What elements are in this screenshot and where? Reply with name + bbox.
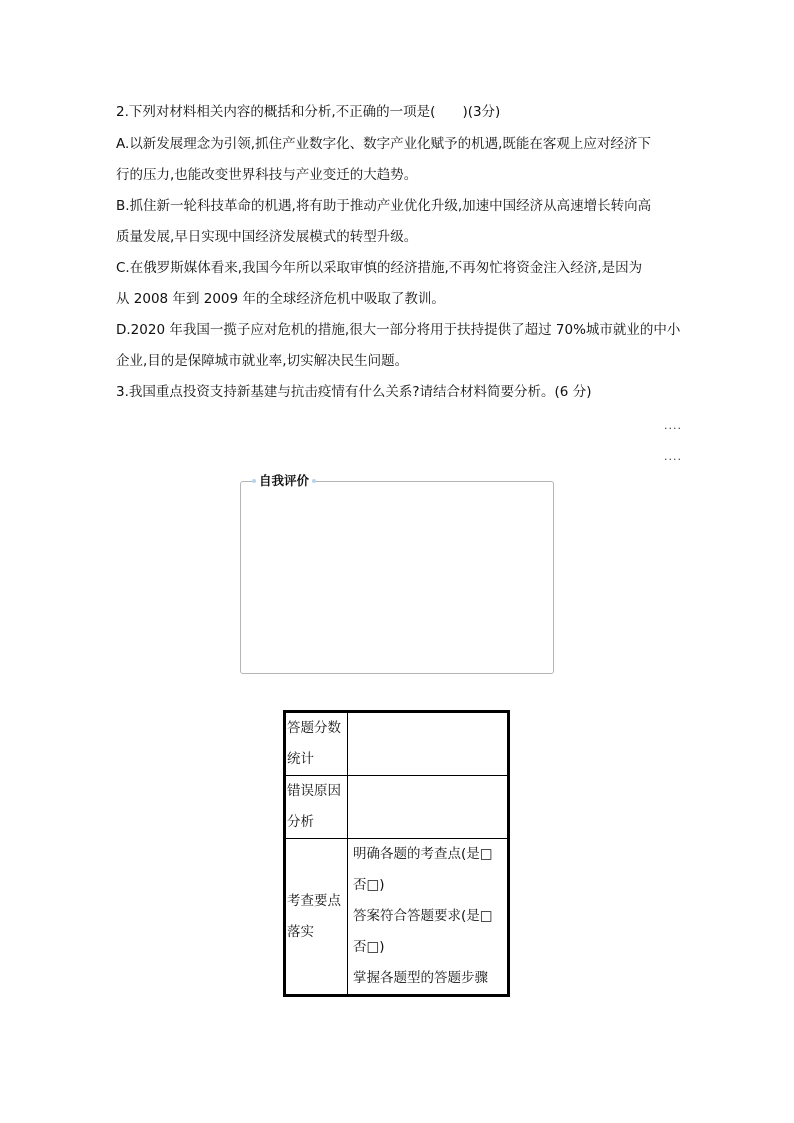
checkpoint-item-2[interactable]: 否□) — [353, 877, 385, 893]
checkpoint-item-4[interactable]: 否□) — [353, 939, 385, 955]
self-eval-legend-label: 自我评价 — [259, 473, 310, 488]
answer-dots-1: ···· — [664, 422, 682, 435]
score-value-cell[interactable] — [348, 712, 509, 776]
q2-option-d-line2: 企业,目的是保障城市就业率,切实解决民生问题。 — [116, 353, 409, 369]
score-table — [283, 710, 510, 997]
q2-option-c-line2: 从 2008 年到 2009 年的全球经济危机中吸取了教训。 — [116, 291, 445, 307]
error-label-line2: 分析 — [287, 814, 314, 830]
checkpoint-label-line2: 落实 — [287, 923, 314, 940]
table-row — [285, 712, 509, 776]
checkpoint-items-cell — [348, 839, 509, 996]
error-label-cell — [285, 776, 348, 839]
q2-option-b-line2: 质量发展,早日实现中国经济发展模式的转型升级。 — [116, 229, 418, 245]
q2-option-d-line1: D.2020 年我国一揽子应对危机的措施,很大一部分将用于扶持提供了超过 70%城市就业的中小 — [116, 322, 681, 338]
checkpoint-label-line1: 考查要点 — [287, 892, 341, 909]
checkpoint-item-3[interactable]: 答案符合答题要求(是□ — [353, 908, 493, 924]
table-row — [285, 839, 509, 996]
legend-dot-left-icon — [252, 479, 256, 483]
q2-option-c-line1: C.在俄罗斯媒体看来,我国今年所以采取审慎的经济措施,不再匆忙将资金注入经济,是因为 — [116, 260, 643, 276]
error-label-line1: 错误原因 — [287, 783, 341, 799]
table-row — [285, 776, 509, 839]
checkpoint-item-5: 掌握各题型的答题步骤 — [353, 970, 488, 986]
q3-stem: 3.我国重点投资支持新基建与抗击疫情有什么关系?请结合材料简要分析。(6 分) — [116, 384, 592, 400]
score-label-line2: 统计 — [287, 751, 314, 767]
self-eval-box[interactable] — [240, 481, 554, 674]
q2-option-a-line2: 行的压力,也能改变世界科技与产业变迁的大趋势。 — [116, 167, 418, 183]
checkpoint-item-1[interactable]: 明确各题的考查点(是□ — [353, 846, 493, 862]
q2-option-a-line1: A.以新发展理念为引领,抓住产业数字化、数字产业化赋予的机遇,既能在客观上应对经济下 — [116, 136, 651, 152]
self-eval-legend — [256, 473, 312, 489]
legend-dot-right-icon — [312, 479, 316, 483]
score-label-line1: 答题分数 — [287, 720, 341, 736]
checkpoint-label-cell — [285, 839, 348, 996]
answer-dots-2: ···· — [664, 453, 682, 466]
q2-option-b-line1: B.抓住新一轮科技革命的机遇,将有助于推动产业优化升级,加速中国经济从高速增长转向高 — [116, 198, 652, 214]
score-label-cell — [285, 712, 348, 776]
error-value-cell[interactable] — [348, 776, 509, 839]
q2-stem: 2.下列对材料相关内容的概括和分析,不正确的一项是( )(3分) — [116, 104, 501, 120]
